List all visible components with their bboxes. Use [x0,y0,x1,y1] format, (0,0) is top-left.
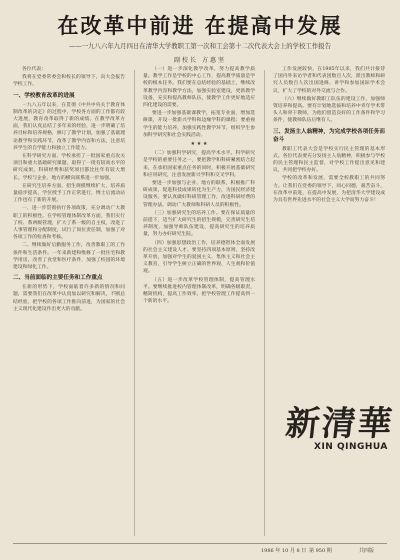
paragraph: 工作发展较快，在1985年以来，我们共计接待了国内外来访学者和代表团数百人次，派出教师和研究人员数百人次出国进修、讲学和参加国际学术会议，扩大了学校的对外交流与合作。 [273,67,385,94]
footer-issue: 第 950 期 [309,548,332,554]
paragraph: 各位代表： [22,67,46,72]
paragraph: （五）进一步改革学校管理体制，提高管理水平。要继续推进校内管理体制改革，明确各级职责，精简机构，提高工作效率，把学校管理工作提高到一个新的水平。 [143,277,255,305]
paragraph: （二）加强科学研究，提高学术水平。科学研究是学校的重要任务之一，要把教学和科研紧密结合起来，在承担国家重点任务的同时，积极开展基础研究和应用研究，注意发展新兴学科和交叉学科。 [143,151,255,178]
subtitle: ——一九八六年九月四日在清华大学教职工第一次和工会第十二次代表大会上的学校工作报告 [68,42,331,50]
paragraph: 要进一步加强基础课教学，拓宽专业面，增加选修课，开设一批新兴学科和边缘学科的课程；要重视学生的能力培养，加强实践性教学环节，组织学生参加科学研究和社会实践活动。 [143,111,255,138]
paragraph: 学校的改革和发展，需要全校教职工的共同努力。让我们在党委的领导下，同心同德，艰苦奋斗，在改革中前进，在提高中发展，为把清华大学建设成为具有世界先进水平的社会主义大学而努力奋斗！ [273,176,385,204]
paragraph: 教职工代表大会是学校实行民主管理的基本形式。各位代表要充分发扬主人翁精神，积极参与学校的民主管理和民主监督，对学校工作提出意见和建议，共同把学校办好。 [273,146,385,174]
paragraph: （四）加强思想政治工作，培养德智体全面发展的社会主义建设人才。要坚持四项基本原则，坚持改革开放，加强对学生的爱国主义、集体主义和社会主义教育，引导学生树立正确的世界观、人生观和价值观。 [143,240,255,275]
paragraph: （六）继续做好教职工队伍的建设工作，加强师资培养和提高。要有计划地选拔和培养中青年学术带头人和骨干教师，为他们创造良好的工作条件和学习条件，使教师队伍后继有人。 [273,96,385,124]
masthead-logo-chinese: 新清華 [283,404,396,444]
paragraph: 在研究生培养方面，招生规模继续扩大，培养质量稳步提高，学位授予工作正常进行，博士后流动站工作也有了新的开展。 [13,183,125,204]
paragraph: 要进一步加强与企业、地方的联系，积极推广科研成果，促进科技成果转化为生产力，为国民经济建设服务。要认真做好科研管理工作，改进科研经费的管理办法，调动广大教师和科研人员的积极性。 [143,181,255,208]
column-divider [134,70,135,536]
paragraph: 我将在党委常委会和校长的领导下，向大会报告学校工作。 [13,75,125,88]
column-divider [264,70,265,536]
paragraph: 二、继续做好后勤服务工作，改善教职工的工作条件和生活条件。一年来新建和维修了一批住宅和教学用房，改善了食堂和医疗条件，加强了校园的环境建设和绿化工作。 [13,243,125,271]
masthead-logo-english: XIN QINGHUA [314,442,388,452]
headline: 在改革中前进 在提高中发展 [57,14,343,38]
footer-date: 1986 年 10 月 8 日 [261,548,307,554]
footer-pages: 共四版 [359,548,375,554]
byline: 副校长 方惠坚 [174,57,226,64]
paragraph: 一九八五年以来，在贯彻《中共中央关于教育体制改革的决定》的过程中，学校各方面的工作都有较大进展，教育改革取得了新的成绩。在教学改革方面，我们认真总结了多年来的经验，进一步明确了培养目标和培养规格，修订了教学计划，加强了基础理论教学和实践环节，改革了教学内容和方法，注意培养学生的自学能力和独立工作能力。 [13,102,125,151]
paragraph: 一、进一步贯彻执行各项政策，充分调动广大教职工的积极性。在学校管理体制改革方面，我们实行了校、系两级管理，扩大了系一级的自主权，改进了人事管理和分配制度，试行了岗位责任制，加强了对各项工作的检查和考核。 [13,206,125,241]
section-heading: 二、当前面临的主要任务和工作重点 [13,275,103,282]
paragraph: （一）进一步深化教学改革，努力提高教学质量。教学工作是学校的中心工作，提高教学质量是学校的根本任务。我们要在总结经验的基础上，继续改革教学内容和教学方法，加强实验室建设，更新教学设备，充实和提高教师队伍，使教学工作更好地适应四化建设的需要。 [143,67,255,109]
article-column-2 [143,66,255,536]
page-footer [13,543,387,553]
article-column-3 [273,66,385,388]
section-heading: 三、发扬主人翁精神，为完成学校各项任务而奋斗 [273,128,385,143]
paragraph: （三）加强研究生的培养工作。要在保证质量的前提下，适当扩大研究生的招生规模，完善研究生培养制度，加强导师队伍建设，提高研究生的培养质量，努力办好研究生院。 [143,210,255,238]
section-heading: 一、学校教育改革的进展 [13,92,75,99]
paragraph: 在科学研究方面，学校承担了一批国家重点攻关项目和重大基础研究课题，取得了一批有较高水平的研究成果，科研经费和获奖项目都比往年有较大增长。学校与企业、地方的横向联系进一步加强。 [13,154,125,181]
article-column-1 [13,66,125,536]
separator-mark: ★ ★ ★ [190,141,208,148]
paragraph: 在新的形势下，学校面临着许多新的情况和问题，需要我们在改革中认真加以研究和解决，不断总结经验，把学校的各项工作推向前进，为国家的社会主义现代化建设作出更大的贡献。 [13,285,125,312]
